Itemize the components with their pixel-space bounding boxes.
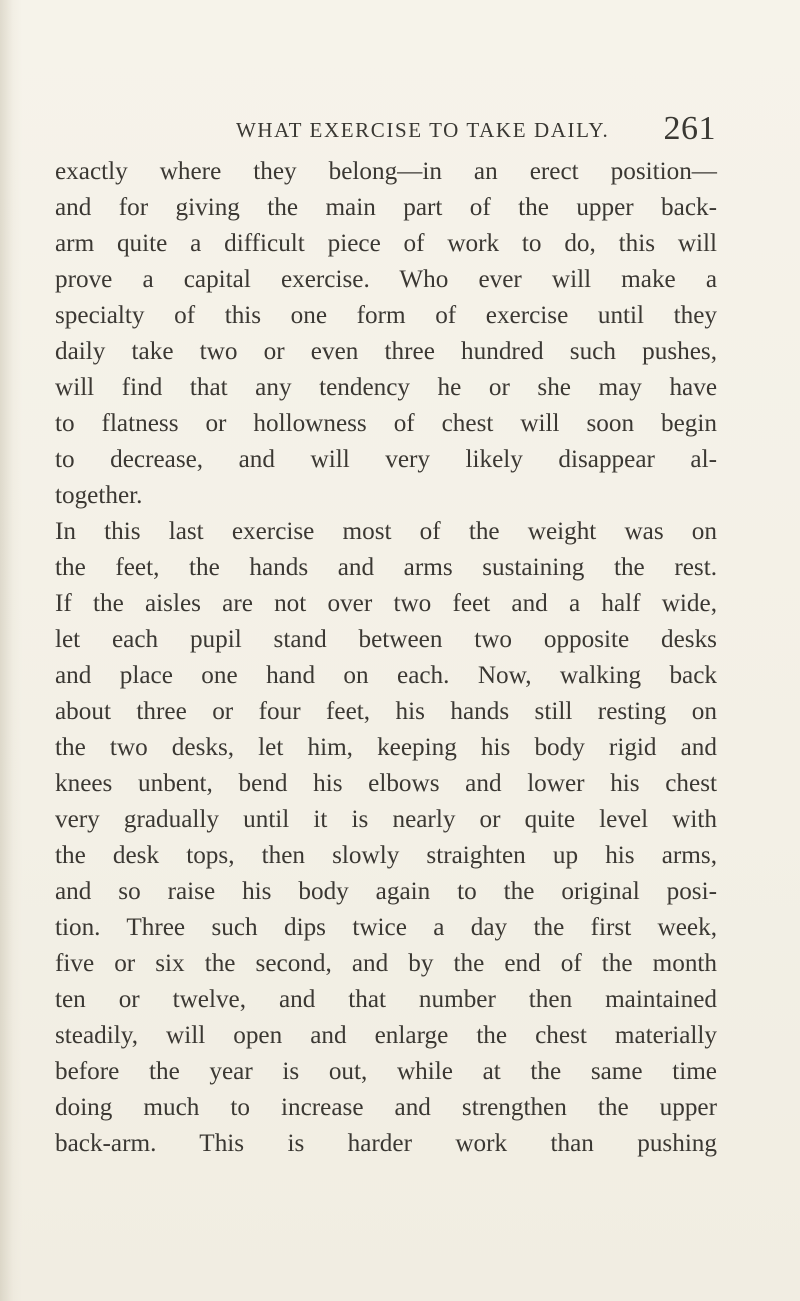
text-line: and for giving the main part of the upper back- (55, 194, 717, 221)
text-line: back-arm. This is harder work than pushing (55, 1130, 717, 1157)
text-line: tion. Three such dips twice a day the first week, (55, 914, 717, 941)
text-line: daily take two or even three hundred such pushes, (55, 338, 717, 365)
text-line: knees unbent, bend his elbows and lower his chest (55, 770, 717, 797)
body-text (55, 154, 717, 1162)
text-line: about three or four feet, his hands still resting on (55, 698, 717, 725)
text-line: steadily, will open and enlarge the chest materially (55, 1022, 717, 1049)
text-line: the desk tops, then slowly straighten up his arms, (55, 842, 717, 869)
text-line: very gradually until it is nearly or quite level with (55, 806, 717, 833)
running-title: WHAT EXERCISE TO TAKE DAILY. (236, 118, 610, 142)
text-line: together. (55, 482, 143, 509)
text-line: let each pupil stand between two opposite desks (55, 626, 717, 653)
text-line: before the year is out, while at the same time (55, 1058, 717, 1085)
text-line: doing much to increase and strengthen the upper (55, 1094, 717, 1121)
text-line: and so raise his body again to the original posi- (55, 878, 717, 905)
text-line: specialty of this one form of exercise until they (55, 302, 717, 329)
text-line: the two desks, let him, keeping his body rigid and (55, 734, 717, 761)
text-line: will find that any tendency he or she may have (55, 374, 717, 401)
text-line: In this last exercise most of the weight was on (55, 518, 717, 545)
text-line: exactly where they belong—in an erect position— (55, 158, 717, 185)
page-gutter-shadow (0, 0, 22, 1301)
text-line: to flatness or hollowness of chest will soon begin (55, 410, 717, 437)
text-line: to decrease, and will very likely disappear al- (55, 446, 717, 473)
text-line: arm quite a difficult piece of work to do, this will (55, 230, 717, 257)
running-head (236, 110, 716, 158)
text-line: ten or twelve, and that number then maintained (55, 986, 717, 1013)
text-line: prove a capital exercise. Who ever will make a (55, 266, 717, 293)
text-line: If the aisles are not over two feet and a half wide, (55, 590, 717, 617)
text-line: the feet, the hands and arms sustaining the rest. (55, 554, 717, 581)
text-line: five or six the second, and by the end of the month (55, 950, 717, 977)
page-number: 261 (663, 110, 716, 147)
text-line: and place one hand on each. Now, walking back (55, 662, 717, 689)
